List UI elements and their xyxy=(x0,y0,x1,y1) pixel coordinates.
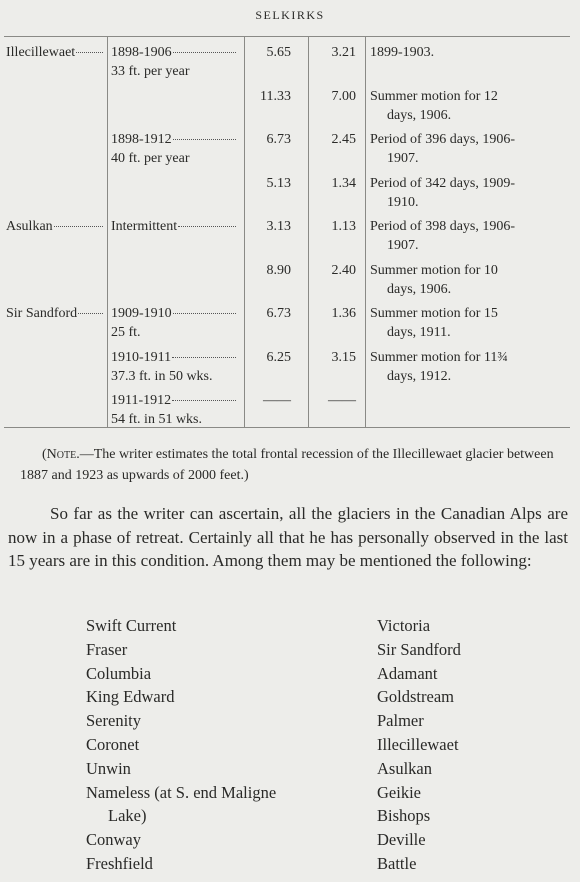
glacier-name: Sir Sandford xyxy=(6,305,103,323)
glacier-list-item: Unwin xyxy=(86,758,131,778)
remark-line: Summer motion for 12 xyxy=(370,89,498,104)
remark-line: Summer motion for 15 xyxy=(370,306,498,321)
glacier-name: Asulkan xyxy=(6,218,103,236)
note-dash: — xyxy=(79,447,94,462)
remark-line: days, 1911. xyxy=(387,324,451,340)
value-cell: 5.13 xyxy=(266,176,291,191)
table-column-rule xyxy=(107,37,108,427)
note-open: ( xyxy=(42,447,47,462)
glacier-list-item: Serenity xyxy=(86,711,141,731)
rate-cell: 37.3 ft. in 50 wks. xyxy=(111,368,213,384)
value-cell: 1.36 xyxy=(331,306,356,321)
value-cell: 2.45 xyxy=(331,132,356,147)
value-cell: 1.13 xyxy=(331,219,356,234)
remark-line: 1910. xyxy=(387,194,419,210)
glacier-list-item: Conway xyxy=(86,830,141,850)
glacier-list-item: Bishops xyxy=(377,806,431,826)
glacier-list-item: Illecillewaet xyxy=(377,734,459,754)
glacier-list-item: Victoria xyxy=(377,616,431,635)
remark-line: days, 1906. xyxy=(387,107,452,123)
value-cell: 8.90 xyxy=(266,263,291,278)
note-label: Note. xyxy=(46,447,80,462)
glacier-list-right xyxy=(377,614,461,876)
running-head: SELKIRKS xyxy=(255,8,325,22)
glacier-list-item: Swift Current xyxy=(86,616,177,635)
value-cell: 2.40 xyxy=(331,263,356,278)
glacier-list-item: Geikie xyxy=(377,782,421,802)
dot-leader xyxy=(54,226,103,227)
value-cell: 3.13 xyxy=(266,219,291,234)
body-paragraph: So far as the writer can ascertain, all the glaciers in the Canadian Alps are now in a phase of retreat. Certainly all that he has personally observed in the last 15 years are in this condition. Among them may be mentioned the following: xyxy=(8,504,568,570)
glacier-list-item: Adamant xyxy=(377,663,438,683)
value-cell: 6.73 xyxy=(266,132,291,147)
period-cell: 1898-1906 xyxy=(111,44,236,62)
glacier-list-item: Deville xyxy=(377,830,426,850)
glacier-name: Illecillewaet xyxy=(6,44,103,62)
remark-line: days, 1912. xyxy=(387,368,452,384)
rate-cell: 25 ft. xyxy=(111,324,141,340)
period-cell: Intermittent xyxy=(111,218,236,236)
dot-leader xyxy=(173,139,236,140)
table-column-rule xyxy=(365,37,366,427)
remark-line: days, 1906. xyxy=(387,281,452,297)
table-bottom-rule xyxy=(4,427,570,428)
glacier-list-item: Sir Sandford xyxy=(377,639,461,659)
table-column-rule xyxy=(308,37,309,427)
footnote xyxy=(20,444,560,486)
glacier-list-item: King Edward xyxy=(86,687,175,707)
dot-leader xyxy=(76,52,103,53)
remark-line: Period of 396 days, 1906- xyxy=(370,132,516,147)
table-column-rule xyxy=(244,37,245,427)
remark-line: Period of 398 days, 1906- xyxy=(370,219,516,234)
value-cell: 7.00 xyxy=(331,89,356,104)
table-top-rule xyxy=(4,36,570,37)
rate-cell: 33 ft. per year xyxy=(111,63,190,79)
period-cell: 1909-1910 xyxy=(111,305,236,323)
dot-leader xyxy=(172,400,236,401)
value-cell: 5.65 xyxy=(266,45,291,60)
glacier-list-item: Coronet xyxy=(86,734,140,754)
remark-line: Summer motion for 11¾ xyxy=(370,350,508,365)
dot-leader xyxy=(173,313,236,314)
period-cell: 1910-1911 xyxy=(111,349,236,367)
glacier-list-item: Freshfield xyxy=(86,853,153,873)
remark-line: 1907. xyxy=(387,237,419,253)
note-text: The writer estimates the total frontal recession of the Illecillewaet glacier between 1887 and 1923 as upwards of 2000 feet.) xyxy=(20,447,554,483)
glacier-list-item: Columbia xyxy=(86,663,152,683)
value-cell: 3.21 xyxy=(331,45,356,60)
glacier-list-item: Fraser xyxy=(86,639,128,659)
glacier-list-item: Goldstream xyxy=(377,687,454,707)
value-cell: 1.34 xyxy=(331,176,356,191)
rate-cell: 54 ft. in 51 wks. xyxy=(111,411,202,427)
glacier-list-item: Asulkan xyxy=(377,758,432,778)
value-cell: —— xyxy=(263,393,291,408)
glacier-list-left xyxy=(86,614,276,876)
glacier-list-item: Nameless (at S. end Maligne xyxy=(86,782,277,802)
rate-cell: 40 ft. per year xyxy=(111,150,190,166)
dot-leader xyxy=(78,313,103,314)
dot-leader xyxy=(178,226,236,227)
glacier-list-item: Lake) xyxy=(108,806,147,826)
remark-line: Summer motion for 10 xyxy=(370,263,498,278)
value-cell: —— xyxy=(328,393,356,408)
period-cell: 1898-1912 xyxy=(111,131,236,149)
period-cell: 1911-1912 xyxy=(111,392,236,410)
remark-line: Period of 342 days, 1909- xyxy=(370,176,516,191)
value-cell: 3.15 xyxy=(331,350,356,365)
remark-line: 1907. xyxy=(387,150,419,166)
dot-leader xyxy=(173,52,236,53)
value-cell: 11.33 xyxy=(260,89,291,104)
glacier-list-item: Palmer xyxy=(377,711,424,731)
value-cell: 6.25 xyxy=(266,350,291,365)
glacier-list-item: Battle xyxy=(377,853,417,873)
remark-line: 1899-1903. xyxy=(370,45,435,60)
value-cell: 6.73 xyxy=(266,306,291,321)
dot-leader xyxy=(172,357,236,358)
